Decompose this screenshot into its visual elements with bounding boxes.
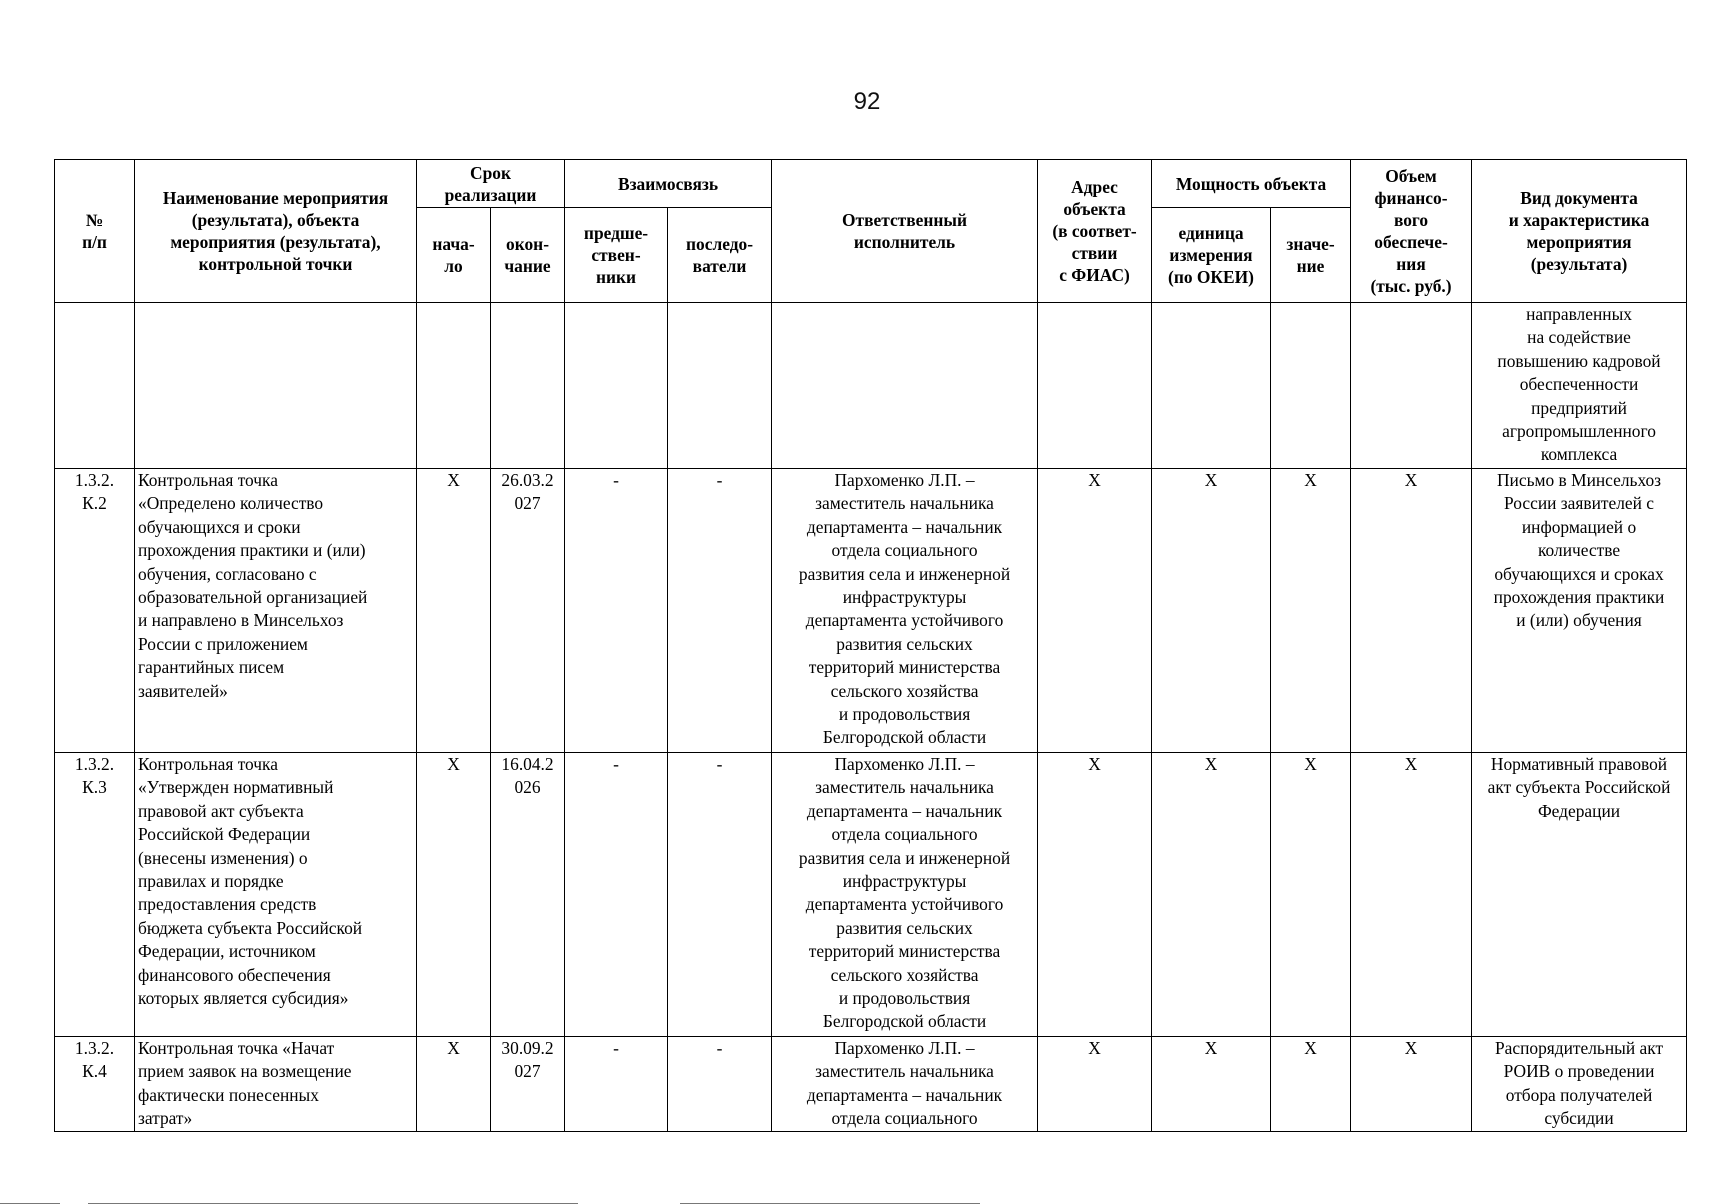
cell-empty	[772, 303, 1038, 469]
cell-start: X	[417, 1037, 491, 1132]
header-link-prev: предше- ствен- ники	[565, 208, 668, 303]
cell-num: 1.3.2. К.4	[55, 1037, 135, 1132]
header-link: Взаимосвязь	[565, 160, 772, 208]
cell-unit: X	[1152, 1037, 1271, 1132]
cell-empty	[417, 303, 491, 469]
header-capacity: Мощность объекта	[1152, 160, 1351, 208]
cell-empty	[1271, 303, 1351, 469]
continuation-row	[55, 303, 1687, 469]
cell-end: 16.04.2 026	[491, 753, 565, 1037]
cell-end: 30.09.2 027	[491, 1037, 565, 1132]
cell-empty	[668, 303, 772, 469]
header-num: № п/п	[55, 160, 135, 303]
cell-doc: Письмо в Минсельхоз России заявителей с информацией о количестве обучающихся и сроках прохождения практики и (или) обучения	[1472, 469, 1687, 753]
table-row	[55, 753, 1687, 1037]
cell-doc: Распорядительный акт РОИВ о проведении отбора получателей субсидии	[1472, 1037, 1687, 1132]
header-capacity-value: значе- ние	[1271, 208, 1351, 303]
cell-next: -	[668, 469, 772, 753]
cell-finance: X	[1351, 753, 1472, 1037]
table-row	[55, 469, 1687, 753]
cell-address: X	[1038, 469, 1152, 753]
cell-start: X	[417, 753, 491, 1037]
cell-doc: направленных на содействие повышению кадровой обеспеченности предприятий агропромышленного комплекса	[1472, 303, 1687, 469]
header-name: Наименование мероприятия (результата), объекта мероприятия (результата), контрольной точки	[135, 160, 417, 303]
cell-name: Контрольная точка «Начат прием заявок на возмещение фактически понесенных затрат»	[135, 1037, 417, 1132]
cell-finance: X	[1351, 1037, 1472, 1132]
header-address: Адрес объекта (в соответ- ствии с ФИАС)	[1038, 160, 1152, 303]
cell-start: X	[417, 469, 491, 753]
cell-num: 1.3.2. К.3	[55, 753, 135, 1037]
plan-table	[54, 159, 1687, 1132]
header-term-end: окон- чание	[491, 208, 565, 303]
cell-prev: -	[565, 1037, 668, 1132]
cell-address: X	[1038, 1037, 1152, 1132]
cell-num: 1.3.2. К.2	[55, 469, 135, 753]
cell-finance: X	[1351, 469, 1472, 753]
cell-executor: Пархоменко Л.П. – заместитель начальника департамента – начальник отдела социального развития села и инженерной инфраструктуры департамента устойчивого развития сельских территорий министерства сельского хозяйства и продовольствия Белгородской области	[772, 469, 1038, 753]
header-capacity-unit: единица измерения (по ОКЕИ)	[1152, 208, 1271, 303]
cell-prev: -	[565, 753, 668, 1037]
table-row	[55, 1037, 1687, 1132]
header-doc: Вид документа и характеристика мероприятия (результата)	[1472, 160, 1687, 303]
header-term-start: нача- ло	[417, 208, 491, 303]
header-term: Срок реализации	[417, 160, 565, 208]
cell-end: 26.03.2 027	[491, 469, 565, 753]
cell-next: -	[668, 753, 772, 1037]
cell-executor: Пархоменко Л.П. – заместитель начальника департамента – начальник отдела социального развития села и инженерной инфраструктуры департамента устойчивого развития сельских территорий министерства сельского хозяйства и продовольствия Белгородской области	[772, 753, 1038, 1037]
cell-empty	[1038, 303, 1152, 469]
cell-empty	[565, 303, 668, 469]
page-number: 92	[853, 88, 881, 115]
cell-empty	[1351, 303, 1472, 469]
cell-value: X	[1271, 1037, 1351, 1132]
cell-empty	[135, 303, 417, 469]
cell-next: -	[668, 1037, 772, 1132]
cell-value: X	[1271, 753, 1351, 1037]
header-finance: Объем финансо- вого обеспече- ния (тыс. руб.)	[1351, 160, 1472, 303]
cell-executor: Пархоменко Л.П. – заместитель начальника департамента – начальник отдела социального	[772, 1037, 1038, 1132]
cell-unit: X	[1152, 469, 1271, 753]
cell-name: Контрольная точка «Определено количество обучающихся и сроки прохождения практики и (или) обучения, согласовано с образовательной организацией и направлено в Минсельхоз России с приложением гарантийных писем заявителей»	[135, 469, 417, 753]
cell-empty	[491, 303, 565, 469]
header-row-1	[55, 160, 1687, 208]
cell-doc: Нормативный правовой акт субъекта Российской Федерации	[1472, 753, 1687, 1037]
header-link-next: последо- ватели	[668, 208, 772, 303]
cell-empty	[1152, 303, 1271, 469]
cell-empty	[55, 303, 135, 469]
cell-address: X	[1038, 753, 1152, 1037]
cell-name: Контрольная точка «Утвержден нормативный правовой акт субъекта Российской Федерации (внесены изменения) о правилах и порядке предоставления средств бюджета субъекта Российской Федерации, источником финансового обеспечения которых является субсидия»	[135, 753, 417, 1037]
cell-value: X	[1271, 469, 1351, 753]
cell-prev: -	[565, 469, 668, 753]
header-executor: Ответственный исполнитель	[772, 160, 1038, 303]
cell-unit: X	[1152, 753, 1271, 1037]
